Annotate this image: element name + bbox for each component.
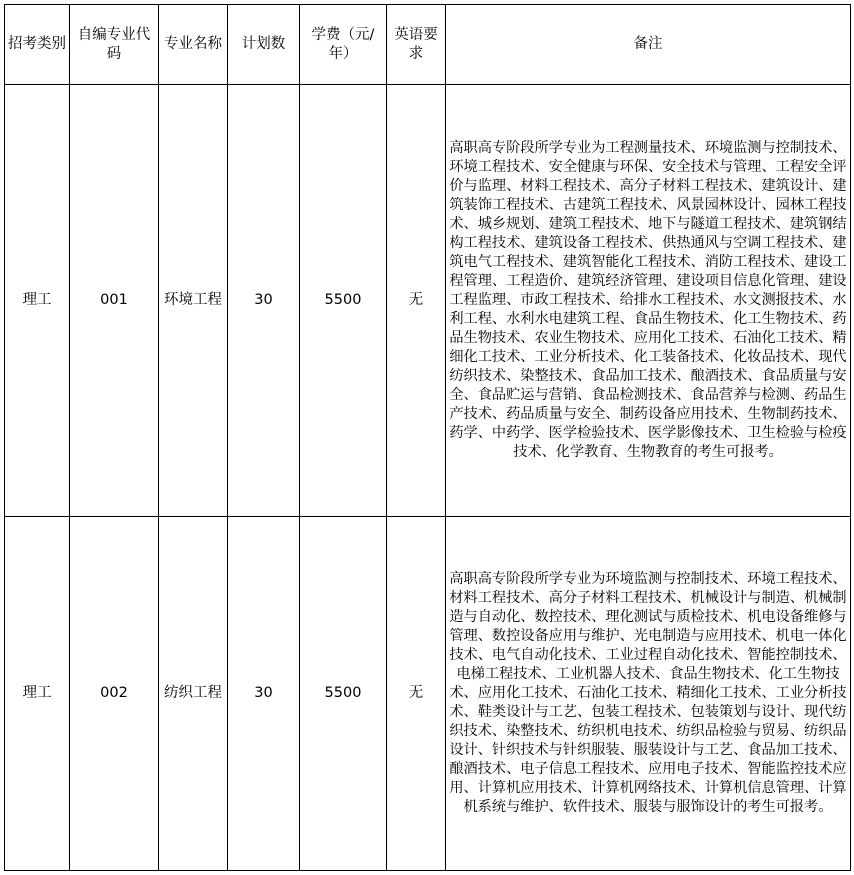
remark-cell: 高职高专阶段所学专业为环境监测与控制技术、环境工程技术、材料工程技术、高分子材料工程技术、机械设计与制造、机械制造与自动化、数控技术、理化测试与质检技术、机电设备维修与管理、数控设备应用与维护、光电制造与应用技术、机电一体化技术、电气自动化技术、工业过程自动化技术、智能控制技术、电梯工程技术、工业机器人技术、食品生物技术、化工生物技术、应用化工技术、石油化工技术、精细化工技术、工业分析技术、鞋类设计与工艺、包装工程技术、包装策划与设计、现代纺织技术、染整技术、纺织机电技术、纺织品检验与贸易、纺织品设计、针织技术与针织服装、服装设计与工艺、食品加工技术、酿酒技术、电子信息工程技术、应用电子技术、智能监控技术应用、计算机应用技术、计算机网络技术、计算机信息管理、计算机系统与维护、软件技术、服装与服饰设计的考生可报考。 <box>446 517 851 871</box>
table-row <box>5 85 851 517</box>
remark-cell: 高职高专阶段所学专业为工程测量技术、环境监测与控制技术、环境工程技术、安全健康与环保、安全技术与管理、工程安全评价与监理、材料工程技术、高分子材料工程技术、建筑设计、建筑装饰工程技术、古建筑工程技术、风景园林设计、园林工程技术、城乡规划、建筑工程技术、地下与隧道工程技术、建筑钢结构工程技术、建筑设备工程技术、供热通风与空调工程技术、建筑电气工程技术、建筑智能化工程技术、消防工程技术、建设工程管理、工程造价、建筑经济管理、建设项目信息化管理、建设工程监理、市政工程技术、给排水工程技术、水文测报技术、水利工程、水利水电建筑工程、食品生物技术、化工生物技术、药品生物技术、农业生物技术、应用化工技术、石油化工技术、精细化工技术、工业分析技术、化工装备技术、化妆品技术、现代纺织技术、染整技术、食品加工技术、酿酒技术、食品质量与安全、食品贮运与营销、食品检测技术、食品营养与检测、药品生产技术、药品质量与安全、制药设备应用技术、生物制药技术、药学、中药学、医学检验技术、医学影像技术、卫生检验与检疫技术、化学教育、生物教育的考生可报考。 <box>446 85 851 517</box>
header-tuition: 学费（元/年） <box>300 5 387 85</box>
header-english-requirement: 英语要求 <box>387 5 446 85</box>
plan-count-cell: 30 <box>228 517 300 871</box>
table-row <box>5 517 851 871</box>
major-name-cell: 环境工程 <box>159 85 228 517</box>
admissions-table <box>4 4 851 871</box>
english-requirement-cell: 无 <box>387 85 446 517</box>
plan-count-cell: 30 <box>228 85 300 517</box>
header-row <box>5 5 851 85</box>
tuition-cell: 5500 <box>300 517 387 871</box>
header-remark: 备注 <box>446 5 851 85</box>
header-plan-count: 计划数 <box>228 5 300 85</box>
tuition-cell: 5500 <box>300 85 387 517</box>
header-major-name: 专业名称 <box>159 5 228 85</box>
major-code-cell: 002 <box>70 517 159 871</box>
english-requirement-cell: 无 <box>387 517 446 871</box>
category-cell: 理工 <box>5 517 70 871</box>
header-category: 招考类别 <box>5 5 70 85</box>
category-cell: 理工 <box>5 85 70 517</box>
major-name-cell: 纺织工程 <box>159 517 228 871</box>
major-code-cell: 001 <box>70 85 159 517</box>
header-major-code: 自编专业代码 <box>70 5 159 85</box>
